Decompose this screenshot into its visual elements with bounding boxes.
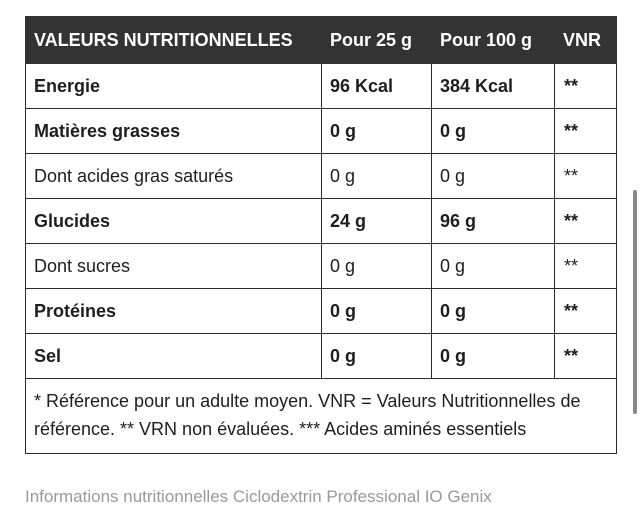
value-per-25g: 96 Kcal xyxy=(322,64,432,109)
value-per-25g: 0 g xyxy=(322,289,432,334)
value-vnr: ** xyxy=(555,154,617,199)
header-per-100g: Pour 100 g xyxy=(432,17,555,64)
value-vnr: ** xyxy=(555,289,617,334)
value-per-100g: 0 g xyxy=(432,244,555,289)
value-vnr: ** xyxy=(555,199,617,244)
table-row xyxy=(26,154,617,199)
image-caption: Informations nutritionnelles Ciclodextrin Professional IO Genix xyxy=(25,487,492,506)
value-per-100g: 384 Kcal xyxy=(432,64,555,109)
table-row xyxy=(26,109,617,154)
table-row xyxy=(26,334,617,379)
table-row xyxy=(26,199,617,244)
table-row xyxy=(26,289,617,334)
nutrient-name: Energie xyxy=(26,64,322,109)
nutrient-name: Glucides xyxy=(26,199,322,244)
value-vnr: ** xyxy=(555,109,617,154)
nutrient-name: Sel xyxy=(26,334,322,379)
table-row xyxy=(26,244,617,289)
value-per-100g: 0 g xyxy=(432,289,555,334)
header-nutrition-values: VALEURS NUTRITIONNELLES xyxy=(26,17,322,64)
nutrient-name: Dont sucres xyxy=(26,244,322,289)
value-per-25g: 0 g xyxy=(322,244,432,289)
value-vnr: ** xyxy=(555,64,617,109)
value-per-100g: 0 g xyxy=(432,109,555,154)
value-per-25g: 0 g xyxy=(322,334,432,379)
value-per-100g: 0 g xyxy=(432,334,555,379)
header-vnr: VNR xyxy=(555,17,617,64)
footnote: * Référence pour un adulte moyen. VNR = Valeurs Nutritionnelles de référence. ** VRN non évaluées. *** Acides aminés essentiels xyxy=(26,379,617,454)
footnote-row xyxy=(26,379,617,454)
scrollbar[interactable] xyxy=(633,190,637,414)
nutrient-name: Dont acides gras saturés xyxy=(26,154,322,199)
value-vnr: ** xyxy=(555,244,617,289)
header-per-25g: Pour 25 g xyxy=(322,17,432,64)
value-per-25g: 0 g xyxy=(322,109,432,154)
value-per-100g: 96 g xyxy=(432,199,555,244)
value-per-100g: 0 g xyxy=(432,154,555,199)
value-per-25g: 24 g xyxy=(322,199,432,244)
nutrient-name: Matières grasses xyxy=(26,109,322,154)
table-header-row xyxy=(26,17,617,64)
table-row xyxy=(26,64,617,109)
value-vnr: ** xyxy=(555,334,617,379)
nutrient-name: Protéines xyxy=(26,289,322,334)
value-per-25g: 0 g xyxy=(322,154,432,199)
nutrition-table xyxy=(25,16,617,454)
